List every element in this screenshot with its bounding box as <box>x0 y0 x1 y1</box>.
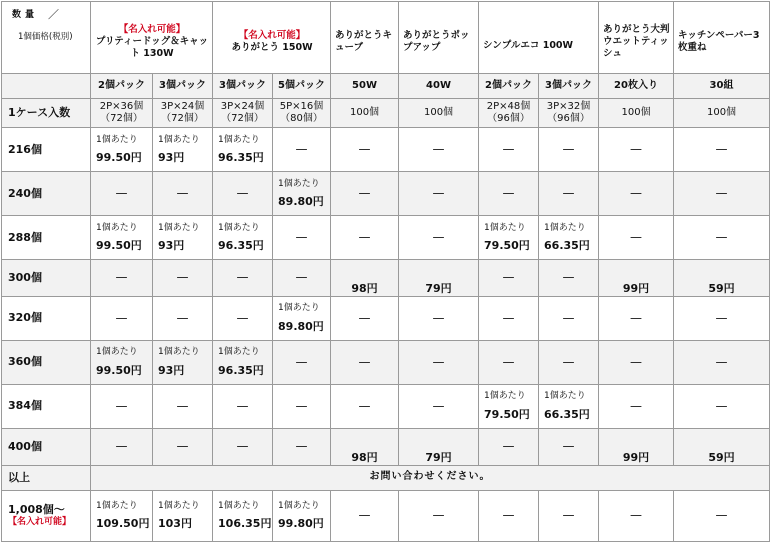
price-cell <box>539 296 599 340</box>
product-header-popup: ありがとうポップアップ <box>399 2 479 74</box>
price-value: 98円 <box>351 282 378 295</box>
case-quantity-label: 1ケース入数 <box>2 99 91 128</box>
price-cell <box>273 128 331 172</box>
not-available-dash: — <box>502 141 515 156</box>
price-value: 93円 <box>158 363 185 377</box>
per-unit-label: 1個あたり <box>218 347 260 358</box>
not-available-dash: — <box>432 354 445 369</box>
price-cell <box>539 128 599 172</box>
not-available-dash: — <box>236 398 249 413</box>
price-value: 89.80円 <box>278 194 324 208</box>
price-value: 99.50円 <box>96 238 142 252</box>
price-value: 106.35円 <box>218 516 272 530</box>
not-available-dash: — <box>630 310 643 325</box>
price-cell <box>91 340 153 384</box>
price-cell <box>331 428 399 465</box>
not-available-dash: — <box>295 438 308 453</box>
price-cell <box>91 172 153 216</box>
case-quantity-cell: 100個 <box>599 99 674 128</box>
not-available-dash: — <box>502 185 515 200</box>
not-available-dash: — <box>715 310 728 325</box>
price-value: 99.50円 <box>96 363 142 377</box>
not-available-dash: — <box>502 438 515 453</box>
per-unit-label: 1個あたり <box>158 134 200 145</box>
price-cell <box>479 128 539 172</box>
product-header-wet-tissue: ありがとう大判ウエットティッシュ <box>599 2 674 74</box>
per-unit-label: 1個あたり <box>484 391 526 402</box>
not-available-dash: — <box>562 438 575 453</box>
price-cell <box>479 296 539 340</box>
price-value: 66.35円 <box>544 238 590 252</box>
price-cell <box>599 128 674 172</box>
price-cell <box>399 128 479 172</box>
price-cell <box>539 216 599 260</box>
price-cell <box>331 340 399 384</box>
pack-size-cell: 3個パック <box>213 74 273 99</box>
price-value: 99.50円 <box>96 150 142 164</box>
per-unit-label: 1個あたり <box>484 222 526 233</box>
per-unit-label: 1個あたり <box>544 222 586 233</box>
not-available-dash: — <box>562 507 575 522</box>
not-available-dash: — <box>630 141 643 156</box>
price-cell <box>273 172 331 216</box>
price-cell <box>479 260 539 297</box>
not-available-dash: — <box>630 185 643 200</box>
price-cell <box>153 296 213 340</box>
pack-size-cell: 2個パック <box>91 74 153 99</box>
price-value: 96.35円 <box>218 363 264 377</box>
quantity-row <box>2 172 770 216</box>
pack-size-cell: 20枚入り <box>599 74 674 99</box>
not-available-dash: — <box>715 507 728 522</box>
not-available-dash: — <box>176 310 189 325</box>
not-available-dash: — <box>358 310 371 325</box>
price-cell <box>674 260 770 297</box>
not-available-dash: — <box>236 185 249 200</box>
case-quantity-cell: 5P×16個（80個） <box>273 99 331 128</box>
not-available-dash: — <box>358 354 371 369</box>
price-cell <box>273 384 331 428</box>
price-cell <box>331 490 399 541</box>
per-unit-label: 1個あたり <box>218 222 260 233</box>
price-cell <box>273 340 331 384</box>
case-quantity-cell: 100個 <box>674 99 770 128</box>
price-cell <box>153 216 213 260</box>
quantity-label: 400個 <box>2 428 91 465</box>
quantity-label: 360個 <box>2 340 91 384</box>
price-value: 109.50円 <box>96 516 150 530</box>
price-cell <box>153 260 213 297</box>
price-value: 89.80円 <box>278 319 324 333</box>
not-available-dash: — <box>432 229 445 244</box>
price-cell <box>153 128 213 172</box>
not-available-dash: — <box>236 270 249 285</box>
case-quantity-cell: 3P×32個（96個） <box>539 99 599 128</box>
not-available-dash: — <box>295 354 308 369</box>
case-quantity-cell: 3P×24個（72個） <box>153 99 213 128</box>
price-value: 66.35円 <box>544 407 590 421</box>
price-cell <box>331 296 399 340</box>
not-available-dash: — <box>715 354 728 369</box>
price-cell <box>599 216 674 260</box>
price-cell <box>91 384 153 428</box>
not-available-dash: — <box>562 310 575 325</box>
per-unit-label: 1個あたり <box>218 500 260 511</box>
price-cell <box>331 384 399 428</box>
price-cell <box>674 172 770 216</box>
price-cell <box>91 428 153 465</box>
price-cell <box>539 428 599 465</box>
price-cell <box>153 340 213 384</box>
price-cell <box>91 260 153 297</box>
inquiry-text: お問い合わせください。 <box>91 465 770 490</box>
quantity-label: 288個 <box>2 216 91 260</box>
not-available-dash: — <box>115 310 128 325</box>
price-cell <box>91 490 153 541</box>
not-available-dash: — <box>176 185 189 200</box>
price-cell <box>599 296 674 340</box>
per-unit-label: 1個あたり <box>278 178 320 189</box>
price-cell <box>674 340 770 384</box>
price-cell <box>153 384 213 428</box>
price-cell <box>153 428 213 465</box>
price-cell <box>153 490 213 541</box>
price-cell <box>479 340 539 384</box>
not-available-dash: — <box>176 398 189 413</box>
per-unit-label: 1個あたり <box>544 391 586 402</box>
price-cell <box>273 296 331 340</box>
price-cell <box>399 296 479 340</box>
pack-size-cell: 3個パック <box>153 74 213 99</box>
price-cell <box>674 128 770 172</box>
not-available-dash: — <box>358 398 371 413</box>
not-available-dash: — <box>502 507 515 522</box>
not-available-dash: — <box>358 507 371 522</box>
slash: ／ <box>48 8 59 21</box>
per-unit-label: 1個あたり <box>96 134 138 145</box>
price-cell <box>399 172 479 216</box>
per-unit-label: 1個あたり <box>278 303 320 314</box>
not-available-dash: — <box>295 398 308 413</box>
price-cell <box>153 172 213 216</box>
not-available-dash: — <box>295 141 308 156</box>
price-cell <box>213 490 273 541</box>
not-available-dash: — <box>715 141 728 156</box>
price-cell <box>674 490 770 541</box>
not-available-dash: — <box>358 229 371 244</box>
price-cell <box>599 384 674 428</box>
price-cell <box>273 428 331 465</box>
price-cell <box>399 490 479 541</box>
price-value: 79円 <box>425 282 452 295</box>
pack-size-cell: 40W <box>399 74 479 99</box>
bulk-quantity-text: 1,008個～ <box>8 503 65 516</box>
quantity-row <box>2 340 770 384</box>
price-cell <box>599 340 674 384</box>
price-value: 96.35円 <box>218 238 264 252</box>
price-cell <box>539 172 599 216</box>
price-cell <box>213 260 273 297</box>
not-available-dash: — <box>115 398 128 413</box>
price-cell <box>399 384 479 428</box>
price-cell <box>331 260 399 297</box>
qty-label: 数量 <box>12 10 39 20</box>
bulk-quantity-label <box>2 490 91 541</box>
price-value: 59円 <box>708 282 735 295</box>
not-available-dash: — <box>432 310 445 325</box>
price-cell <box>399 216 479 260</box>
price-value: 96.35円 <box>218 150 264 164</box>
not-available-dash: — <box>432 141 445 156</box>
pack-size-cell: 30組 <box>674 74 770 99</box>
product-header-simple-eco: シンプルエコ 100W <box>479 2 599 74</box>
pack-size-cell: 50W <box>331 74 399 99</box>
price-cell <box>213 384 273 428</box>
price-cell <box>539 490 599 541</box>
case-quantity-cell: 100個 <box>399 99 479 128</box>
price-cell <box>91 216 153 260</box>
quantity-row <box>2 128 770 172</box>
pack-size-cell: 2個パック <box>479 74 539 99</box>
not-available-dash: — <box>115 438 128 453</box>
per-unit-label: 1個あたり <box>96 222 138 233</box>
case-quantity-row <box>2 99 770 128</box>
not-available-dash: — <box>358 141 371 156</box>
unit-price-label: 1個価格(税別) <box>18 32 73 42</box>
price-value: 79.50円 <box>484 407 530 421</box>
price-cell <box>213 128 273 172</box>
price-cell <box>213 296 273 340</box>
not-available-dash: — <box>432 185 445 200</box>
price-cell <box>331 216 399 260</box>
price-cell <box>539 340 599 384</box>
not-available-dash: — <box>502 310 515 325</box>
case-quantity-cell: 3P×24個（72個） <box>213 99 273 128</box>
not-available-dash: — <box>432 507 445 522</box>
price-cell <box>213 340 273 384</box>
price-cell <box>599 172 674 216</box>
pack-size-cell: 5個パック <box>273 74 331 99</box>
price-value: 79円 <box>425 450 452 464</box>
price-cell <box>399 260 479 297</box>
header-row <box>2 2 770 74</box>
not-available-dash: — <box>630 229 643 244</box>
not-available-dash: — <box>115 270 128 285</box>
not-available-dash: — <box>562 270 575 285</box>
price-cell <box>479 216 539 260</box>
quantity-row <box>2 384 770 428</box>
per-unit-label: 1個あたり <box>158 347 200 358</box>
product-header-cube: ありがとうキューブ <box>331 2 399 74</box>
product-header-arigatou-150: 【名入れ可能】 ありがとう 150W <box>213 2 331 74</box>
product-header-kitchen-paper: キッチンペーパー3枚重ね <box>674 2 770 74</box>
quantity-label: 320個 <box>2 296 91 340</box>
price-value: 93円 <box>158 150 185 164</box>
quantity-row <box>2 428 770 465</box>
not-available-dash: — <box>715 398 728 413</box>
case-quantity-cell: 2P×36個（72個） <box>91 99 153 128</box>
not-available-dash: — <box>295 270 308 285</box>
price-cell <box>674 384 770 428</box>
price-cell <box>479 172 539 216</box>
pack-size-cell: 3個パック <box>539 74 599 99</box>
price-cell <box>599 428 674 465</box>
quantity-label: 300個 <box>2 260 91 297</box>
not-available-dash: — <box>562 185 575 200</box>
price-cell <box>674 296 770 340</box>
not-available-dash: — <box>176 270 189 285</box>
not-available-dash: — <box>432 398 445 413</box>
pack-size-row <box>2 74 770 99</box>
price-cell <box>213 216 273 260</box>
per-unit-label: 1個あたり <box>96 347 138 358</box>
price-cell <box>674 216 770 260</box>
price-value: 93円 <box>158 238 185 252</box>
ijou-label: 以上 <box>2 465 91 490</box>
not-available-dash: — <box>502 354 515 369</box>
price-cell <box>479 428 539 465</box>
price-cell <box>674 428 770 465</box>
ijou-row <box>2 465 770 490</box>
name-print-badge: 【名入れ可能】 <box>8 516 72 527</box>
price-cell <box>539 384 599 428</box>
pack-size-blank <box>2 74 91 99</box>
price-cell <box>331 172 399 216</box>
price-cell <box>399 340 479 384</box>
not-available-dash: — <box>630 354 643 369</box>
quantity-row <box>2 260 770 297</box>
per-unit-label: 1個あたり <box>158 500 200 511</box>
not-available-dash: — <box>630 507 643 522</box>
per-unit-label: 1個あたり <box>218 134 260 145</box>
price-value: 99円 <box>622 450 650 464</box>
case-quantity-cell: 2P×48個（96個） <box>479 99 539 128</box>
price-cell <box>273 216 331 260</box>
price-cell <box>213 172 273 216</box>
price-cell <box>479 384 539 428</box>
not-available-dash: — <box>502 270 515 285</box>
price-cell <box>213 428 273 465</box>
corner-cell <box>2 2 91 74</box>
price-cell <box>273 260 331 297</box>
not-available-dash: — <box>562 354 575 369</box>
price-cell <box>599 490 674 541</box>
not-available-dash: — <box>630 398 643 413</box>
per-unit-label: 1個あたり <box>278 500 320 511</box>
quantity-row <box>2 296 770 340</box>
per-unit-label: 1個あたり <box>96 500 138 511</box>
price-cell <box>539 260 599 297</box>
quantity-label: 240個 <box>2 172 91 216</box>
not-available-dash: — <box>295 229 308 244</box>
price-cell <box>331 128 399 172</box>
per-unit-label: 1個あたり <box>158 222 200 233</box>
bulk-quantity-row <box>2 490 770 541</box>
price-value: 99.80円 <box>278 516 324 530</box>
price-cell <box>479 490 539 541</box>
quantity-label: 216個 <box>2 128 91 172</box>
price-value: 99円 <box>622 282 650 295</box>
not-available-dash: — <box>236 310 249 325</box>
price-cell <box>91 128 153 172</box>
price-cell <box>599 260 674 297</box>
not-available-dash: — <box>715 229 728 244</box>
not-available-dash: — <box>176 438 189 453</box>
price-cell <box>273 490 331 541</box>
case-quantity-cell: 100個 <box>331 99 399 128</box>
not-available-dash: — <box>358 185 371 200</box>
price-cell <box>91 296 153 340</box>
quantity-label: 384個 <box>2 384 91 428</box>
not-available-dash: — <box>115 185 128 200</box>
price-table <box>1 1 770 542</box>
not-available-dash: — <box>562 141 575 156</box>
not-available-dash: — <box>715 185 728 200</box>
product-header-pretty-dog: 【名入れ可能】 プリティードッグ＆キャット 130W <box>91 2 213 74</box>
price-cell <box>399 428 479 465</box>
price-value: 79.50円 <box>484 238 530 252</box>
not-available-dash: — <box>236 438 249 453</box>
price-value: 59円 <box>708 450 735 464</box>
price-value: 103円 <box>158 516 192 530</box>
price-value: 98円 <box>351 450 378 464</box>
quantity-row <box>2 216 770 260</box>
